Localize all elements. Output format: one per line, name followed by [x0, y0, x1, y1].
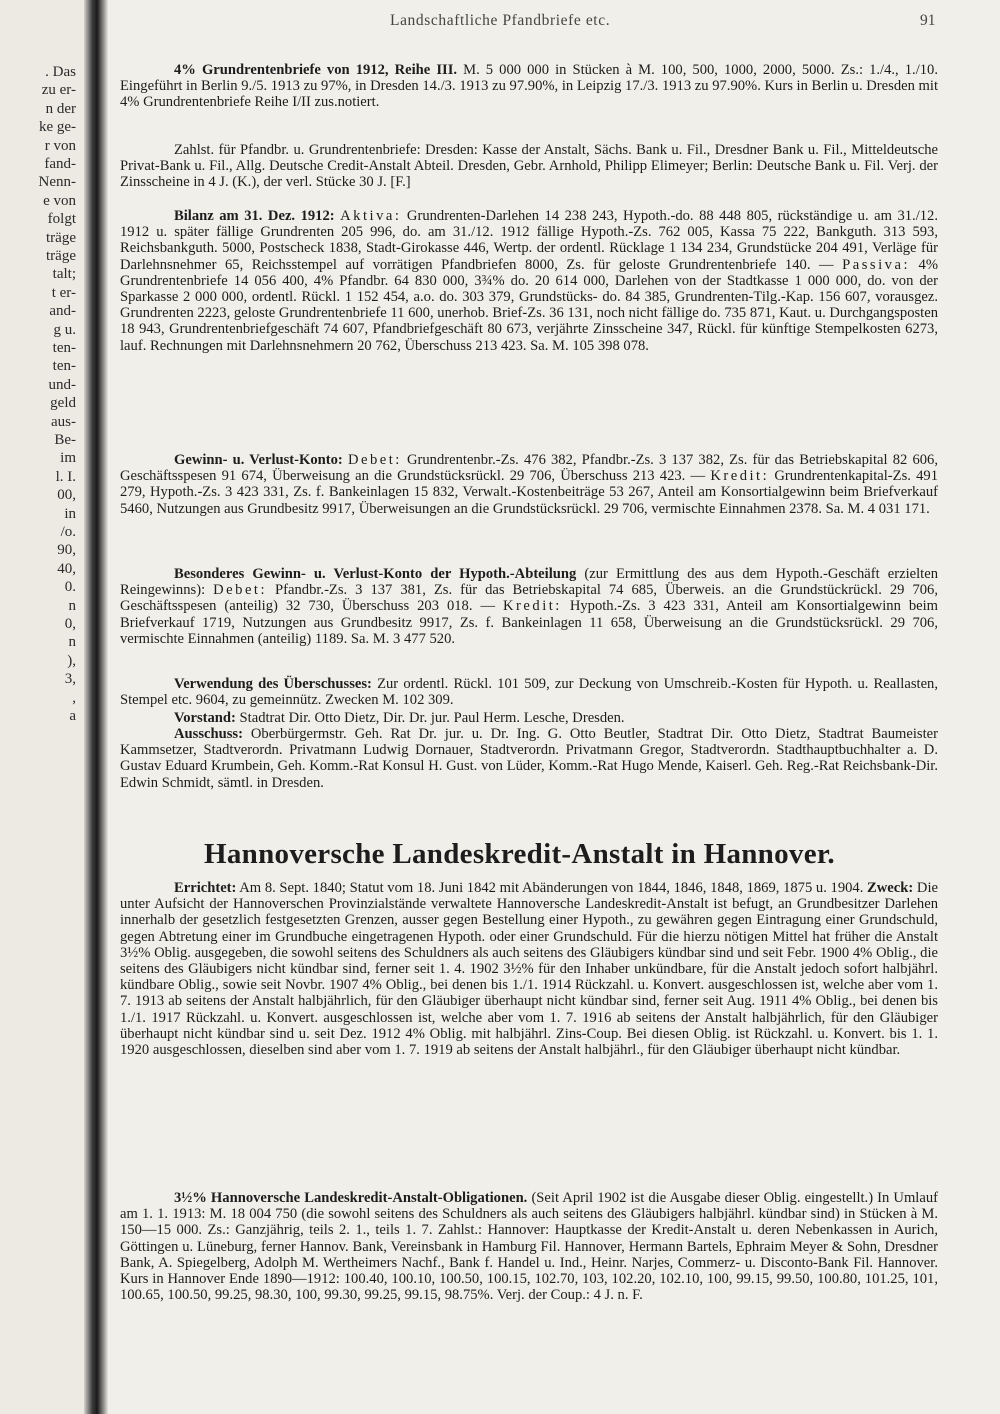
left-fragment-line: g u.	[53, 321, 76, 338]
paragraph-text: (Seit April 1902 ist die Ausgabe dieser Oblig. eingestellt.) In Umlauf am 1. 1. 1913: M. 18 004 750 (die sowohl seitens des Schuldners als auch seitens des Gläubigers halbjährl. kündbar sind) in Stücken à M. 150—15 000. Zs.: Ganzjährig, teils 2. 1., teils 1. 7. Zahlst.: Hannover: Hauptkasse der Kredit-Anstalt u. deren Nebenkassen in Aurich, Göttingen u. Lüneburg, ferner Hannov. Bank, Vereinsbank in Hamburg Fil. Hannover, Hermann Bartels, Ephraim Meyer & Sohn, Dresdner Bank, A. Spiegelberg, Adolph M. Wertheimers Nachf., Bank f. Handel u. Ind., Heinr. Narjes, Commerz- u. Disconto-Bank Fil. Hannover. Kurs in Hannover Ende 1890—1912: 100.40, 100.10, 100.50, 100.15, 102.70, 103, 102.20, 102.10, 100, 99.15, 99.50, 100.80, 101.25, 101, 100.65, 100.50, 99.25, 98.30, 100, 99.30, 99.25, 99.15, 98.75%. Verj. der Coup.: 4 J. n. F.	[120, 1190, 938, 1304]
paragraph-ausschuss	[120, 726, 938, 791]
paragraph-text: Zur ordentl. Rückl. 101 509, zur Deckung von Umschreib.-Kosten für Hypoth. u. Reallasten, Stempel etc. 9604, zu gemeinnütz. Zwecken M. 102 309.	[120, 676, 938, 709]
paragraph-text: (zur Ermittlung des aus dem Hypoth.-Geschäft erzielten Reingewinns):	[120, 566, 938, 599]
spaced-label: Passiva:	[842, 256, 910, 273]
paragraph-lead: Errichtet:	[174, 880, 237, 896]
left-fragment-line: ten-	[52, 340, 76, 356]
left-fragment-line: 90,	[57, 542, 76, 559]
left-fragment-line: talt;	[52, 266, 76, 283]
paragraph-vorstand	[120, 710, 938, 726]
paragraph-lead: Gewinn- u. Verlust-Konto:	[174, 452, 343, 468]
paragraph-text: Die unter Aufsicht der Hannoverschen Provinzialstände verwaltete Hannoversche Landeskredit-Anstalt ist befugt, an Grundbesitzer Darlehen innerhalb der gesetzlich festgesetzten Grenzen, ausser gegen Bestellung einer Hypoth., zu gewähren gegen Eintragung einer Grundschuld, gegen Abtretung einer im Grundbuche eingetragenen Hypoth. oder einer Grundschuld. Für die hierzu nötigen Mittel hat früher die Anstalt 3½% Oblig. ausgegeben, die sowohl seitens des Schuldners als auch seitens des Gläubigers kündbar sind und seit Febr. 1900 4% Oblig., die seitens des Gläubigers nicht kündbar sind, ferner seit 1. 4. 1902 3½% für den Inhaber unkündbare, für die Anstalt jedoch sofort halbjährl. kündbare Oblig., sowie seit Novbr. 1907 4% Oblig., bei denen bis 1./1. 1914 Rückzahl. u. Konvert. ausgeschlossen ist, welche aber vom 1. 7. 1913 ab seitens der Anstalt halbjährlich, für den Gläubiger überhaupt nicht kündbar sind, ferner seit Aug. 1911 4% Oblig., bei denen bis 1./1. 1917 Rückzahl. u. Konvert. ausgeschlossen ist, welche aber vom 1. 7. 1916 ab seitens der Anstalt halbjährlich, für den Gläubiger überhaupt nicht kündbar sind u. seit Dez. 1912 4% Oblig. mit halbjährl. Zins-Coup. Bei diesen Oblig. ist Rückzahl. u. Konvert. bis 1. 1. 1920 ausgeschlossen, dieselben sind aber vom 1. 7. 1919 ab seitens der Anstalt halbjährl., für den Gläubiger überhaupt nicht kündbar.	[120, 880, 938, 1059]
paragraph-text: M. 5 000 000 in Stücken à M. 100, 500, 1000, 2000, 5000. Zs.: 1./4., 1./10. Eingeführt in Berlin 9./5. 1913 zu 97%, in Dresden 14./3. 1913 zu 97.90%, in Leipzig 17./3. 1913 zu 97.90%. Kurs in Berlin u. Dresden mit 4% Grundrentenbriefe Reihe I/II zus.notiert.	[120, 62, 938, 111]
paragraph-bilanz	[120, 208, 938, 354]
paragraph-obligationen	[120, 1190, 938, 1303]
left-fragment-line: ),	[67, 652, 76, 669]
paragraph-text: Stadtrat Dir. Otto Dietz, Dir. Dr. jur. Paul Herm. Lesche, Dresden.	[235, 710, 625, 726]
paragraph-text: Grundrentenkapital-Zs. 491 279, Hypoth.-Zs. 3 423 331, Zs. f. Bankeinlagen 15 832, Verwalt.-Kostenbeiträge 53 267, Anteil am Konsortialgewinn beim Briefverkauf 5460, Nutzungen aus Grundbesitz 9917, Überweisungen an die Grundstücksrückl. 29 706, vermischte Einnahmen 2378. Sa. M. 4 031 171.	[120, 468, 938, 517]
left-fragment-line: ,	[72, 689, 76, 706]
paragraph-lead: Ausschuss:	[174, 726, 243, 742]
left-fragment-line: 40,	[57, 560, 76, 577]
left-fragment-line: t er-	[51, 284, 76, 301]
paragraph-verwendung	[120, 676, 938, 708]
spaced-label: Debet:	[213, 582, 268, 599]
left-fragment-line: Nenn-	[38, 174, 76, 191]
left-fragment-line: träge	[46, 248, 76, 264]
paragraph-text: Grundrentenbr.-Zs. 476 382, Pfandbr.-Zs. 3 137 382, Zs. für das Betriebskapital 82 606, Geschäftsspesen 91 674, Überweisung an die Grundstücksrückl. 29 706, Überschuss 213 423. —	[120, 452, 938, 485]
paragraph-lead: Besonderes Gewinn- u. Verlust-Konto der Hypoth.-Abteilung	[174, 566, 577, 582]
left-fragment-line: Be-	[54, 432, 76, 448]
left-fragment-line: in	[64, 505, 76, 522]
spaced-label: Aktiva:	[340, 208, 402, 224]
paragraph-text: Grundrenten-Darlehen 14 238 243, Hypoth.-do. 88 448 805, rückständige u. am 31./12. 1912 u. später fällige Grundrenten 205 996, do. am 31./12. 1912 fällige Hypoth.-Zs. 762 005, Kassa 75 222, Bankguth. 313 593, Reichsbankguth. 5000, Postscheck 1838, Stadt-Girokasse 446, Wertp. der ordentl. Rücklage 1 134 234, Grundstücke 204 491, Verläge für Darlehnsnehmer 65, Reichsstempel auf vorrätigen Pfandbriefen 8000, Zs. für geloste Grundrentenbriefe 140. —	[120, 208, 938, 273]
paragraph-lead: Bilanz am 31. Dez. 1912:	[174, 208, 335, 224]
spaced-label: Debet:	[347, 452, 402, 468]
left-fragment-line: fand-	[44, 156, 76, 172]
left-fragment-line: ten-	[52, 358, 76, 375]
spaced-label: Kredit:	[503, 598, 562, 615]
left-fragment-line: aus-	[51, 413, 76, 430]
spaced-label: Kredit:	[710, 468, 770, 485]
left-fragment-line: zu er-	[41, 82, 76, 99]
left-fragment-line: e von	[43, 192, 76, 209]
paragraph-text: Am 8. Sept. 1840; Statut vom 18. Juni 1842 mit Abänderungen von 1844, 1846, 1848, 1869, 1875 u. 1904.	[236, 880, 868, 896]
page-number: 91	[920, 12, 936, 29]
paragraph-text: Zahlst. für Pfandbr. u. Grundrentenbriefe: Dresden: Kasse der Anstalt, Sächs. Bank u. Fil., Dresdner Bank u. Fil., Mitteldeutsche Privat-Bank u. Fil., Allg. Deutsche Credit-Anstalt Abteil. Dresden, Gebr. Arnhold, Philipp Elimeyer; Berlin: Deutsche Bank u. Fil. Verj. der Zinsscheine in 4 J. (K.), der verl. Stücke 30 J. [F.]	[120, 142, 938, 191]
paragraph-grundrentenbriefe	[120, 62, 938, 111]
paragraph-lead: 3½% Hannoversche Landeskredit-Anstalt-Obligationen.	[174, 1190, 528, 1206]
left-fragment-line: r von	[44, 137, 76, 154]
left-fragment-line: und-	[48, 376, 76, 393]
left-fragment-line: l. I.	[55, 468, 76, 485]
left-fragment-line: ke ge-	[38, 119, 76, 136]
paragraph-lead: 4% Grundrentenbriefe von 1912, Reihe III.	[174, 62, 458, 78]
paragraph-text: Hypoth.-Zs. 3 423 331, Anteil am Konsortialgewinn beim Briefverkauf 1719, Nutzungen aus Grundbesitz 9917, Zs. f. Bankeinlagen 11 658, Überweisung an die Grundstücksrückl. 29 706, vermischte Einnahmen (anteilig) 1189. Sa. M. 3 477 520.	[120, 598, 939, 647]
page-body	[108, 0, 1000, 1414]
paragraph-zahlstellen	[120, 142, 938, 191]
left-fragment-line: a	[69, 708, 76, 724]
paragraph-text: Oberbürgermstr. Geh. Rat Dr. jur. u. Dr. Ing. G. Otto Beutler, Stadtrat Dir. Otto Dietz, Stadtrat Baumeister Kammsetzer, Stadtverordn. Privatmann Ludwig Dornauer, Stadtverordn. Privatmann Gregor, Stadtverordn. Stadthauptbuchhalter a. D. Gustav Eduard Krumbein, Geh. Komm.-Rat Konsul H. Gust. von Lüder, Komm.-Rat Hugo Mende, Kaiserl. Geh. Reg.-Rat Reichsbank-Dir. Edwin Schmidt, sämtl. in Dresden.	[120, 726, 938, 791]
paragraph-lead: Vorstand:	[174, 710, 236, 726]
paragraph-lead-zweck: Zweck:	[867, 880, 914, 896]
left-fragment-line: im	[60, 450, 76, 467]
left-fragment-line: geld	[50, 395, 76, 412]
left-fragment-line: 0,	[64, 616, 76, 632]
left-fragment-line: 00,	[57, 487, 76, 504]
left-fragment-line: träge	[46, 229, 76, 246]
left-fragment-line: n der	[45, 100, 76, 117]
paragraph-text: 4% Grundrentenbriefe 14 056 400, 4% Pfandbr. 64 830 000, 3¾% do. 20 614 000, Darlehen von der Stadtkasse 1 000 000, do. von der Sparkasse 2 000 000, ordentl. Rückl. 1 152 454, a.o. do. 303 379, Grundstücks- do. 84 385, Grundrenten-Tilg.-Kap. 156 607, vorausgez. Grundrenten 2223, geloste Grundrentenbriefe 11 600, unerhob. Brief-Zs. 36 131, noch nicht fällige do. 735 871, Kaut. u. Durchgangsposten 18 943, Grundrentenbriefgeschäft 74 607, Pfandbriefgeschäft 80 673, verjährte Zinsscheine 347, Rückl. für künftige Stempelkosten 6273, lauf. Rechnungen mit Darlehnsnehmern 20 762, Überschuss 213 423. Sa. M. 105 398 078.	[120, 256, 938, 354]
left-fragment-line: 0.	[64, 579, 76, 596]
left-fragment-line: and-	[49, 303, 76, 320]
left-fragment-line: 3,	[64, 671, 76, 688]
running-title: Landschaftliche Pfandbriefe etc.	[390, 12, 611, 29]
section-heading: Hannoversche Landeskredit-Anstalt in Hannover.	[204, 838, 835, 870]
left-fragment-line: . Das	[45, 64, 76, 80]
paragraph-gewinn-verlust	[120, 452, 938, 517]
left-fragment-line: n	[68, 597, 76, 614]
left-page-fragment	[0, 0, 84, 1414]
book-gutter	[84, 0, 108, 1414]
paragraph-lead: Verwendung des Überschusses:	[174, 676, 372, 692]
left-fragment-line: /o.	[60, 524, 76, 540]
paragraph-errichtet	[120, 880, 938, 1058]
left-fragment-line: n	[68, 634, 76, 651]
paragraph-text: Pfandbr.-Zs. 3 137 381, Zs. für das Betriebskapital 74 685, Überweis. an die Grundstückrückl. 29 706, Geschäftsspesen (anteilig) 32 730, Überschuss 203 018. —	[120, 582, 938, 615]
paragraph-hypoth-abteilung	[120, 566, 938, 647]
left-fragment-line: folgt	[47, 211, 76, 228]
